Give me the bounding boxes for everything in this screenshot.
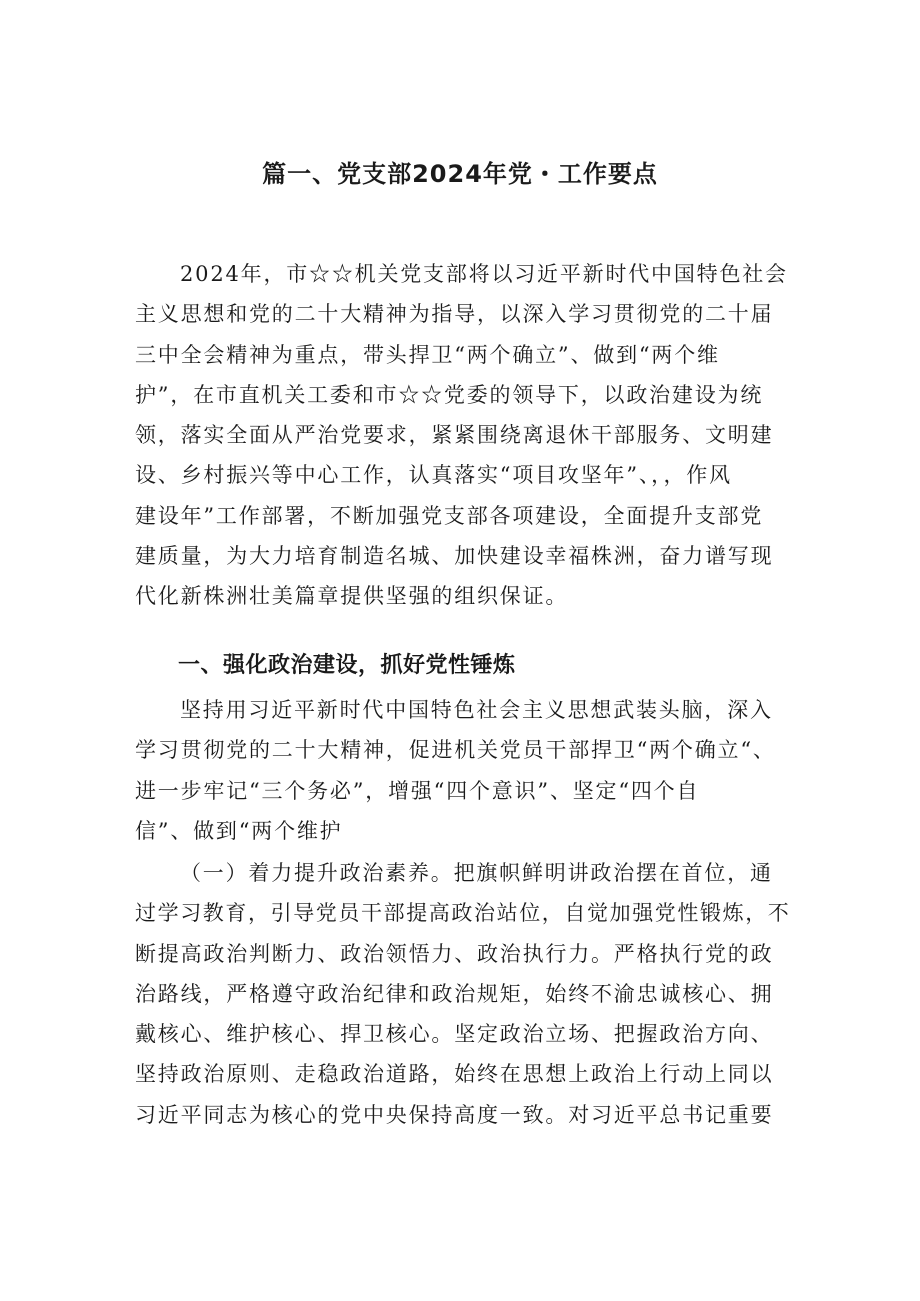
- paragraph-line: 治路线，严格遵守政治纪律和政治规矩，始终不渝忠诚核心、拥: [135, 981, 774, 1006]
- paragraph-line: 进一步牢记“三个务必”，增强“四个意识”、坚定“四个自: [135, 778, 700, 803]
- paragraph-line: 护”，在市直机关工委和市☆☆党委的领导下，以政治建设为统: [135, 382, 764, 407]
- paragraph-line: 过学习教育，引导党员干部提高政治站位，自觉加强党性锻炼，不: [135, 901, 791, 926]
- paragraph-line: 信”、做到“两个维护: [135, 818, 343, 843]
- paragraph-line: 2024年，市☆☆机关党支部将以习近平新时代中国特色社会: [180, 262, 788, 286]
- paragraph-line: 领，落实全面从严治党要求，紧紧围绕离退休干部服务、文明建: [135, 423, 774, 448]
- paragraph-line: 坚持政治原则、走稳政治道路，始终在思想上政治上行动上同以: [135, 1062, 774, 1087]
- intro-paragraph: [135, 254, 795, 617]
- paragraph-line: 坚持用习近平新时代中国特色社会主义思想武装头脑，深入: [180, 698, 773, 722]
- paragraph-line: 建质量，为大力培育制造名城、加快建设幸福株洲，奋力谱写现: [135, 544, 774, 569]
- paragraph-line: 建设年”工作部署，不断加强党支部各项建设，全面提升支部党: [135, 503, 764, 528]
- paragraph-line: 主义思想和党的二十大精神为指导，以深入学习贯彻党的二十届: [135, 302, 774, 327]
- paragraph-line: 戴核心、维护核心、捍卫核心。坚定政治立场、把握政治方向、: [135, 1022, 774, 1047]
- paragraph-line: 习近平同志为核心的党中央保持高度一致。对习近平总书记重要: [135, 1102, 774, 1127]
- section-heading: 一、强化政治建设，抓好党性锤炼: [178, 653, 516, 678]
- subsection-paragraph: [135, 853, 795, 1135]
- paragraph-line: 学习贯彻党的二十大精神，促进机关党员干部捍卫“两个确立“、: [135, 738, 776, 763]
- paragraph-line: 设、乡村振兴等中心工作，认真落实“项目攻坚年”、，，作风: [135, 463, 732, 488]
- section-paragraph: [135, 690, 795, 851]
- document-title: 篇一、党支部2024年党・工作要点: [262, 160, 658, 188]
- paragraph-line: 断提高政治判断力、政治领悟力、政治执行力。严格执行党的政: [135, 941, 774, 966]
- paragraph-line: （一）着力提升政治素养。把旗帜鲜明讲政治摆在首位，通: [180, 861, 773, 885]
- paragraph-line: 代化新株洲壮美篇章提供坚强的组织保证。: [135, 584, 569, 609]
- paragraph-line: 三中全会精神为重点，带头捍卫“两个确立”、做到“两个维: [135, 342, 720, 367]
